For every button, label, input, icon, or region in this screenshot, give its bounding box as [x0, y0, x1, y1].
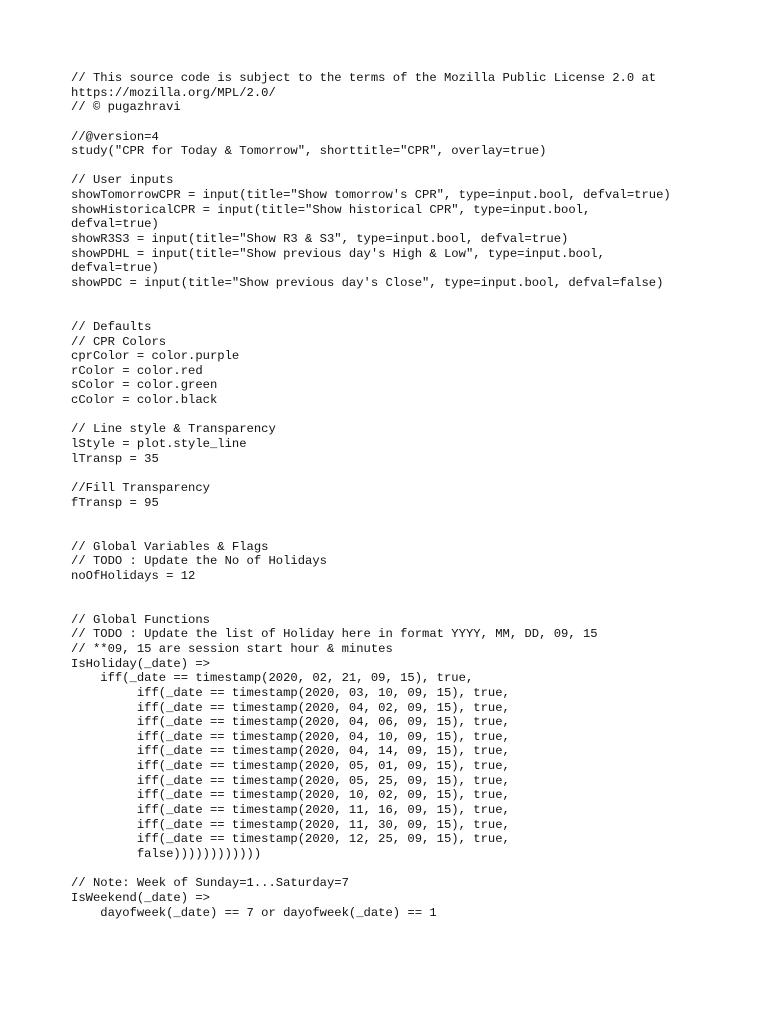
code-line: // This source code is subject to the terms of the Mozilla Public License 2.0 at [71, 71, 657, 85]
code-line: // Global Variables & Flags [71, 539, 269, 554]
code-line: // © pugazhravi [71, 100, 181, 115]
code-line [71, 305, 751, 320]
code-line [71, 466, 751, 481]
code-line [71, 115, 751, 130]
code-line: // TODO : Update the list of Holiday here in format YYYY, MM, DD, 09, 15 [71, 627, 598, 642]
code-line [71, 291, 751, 306]
code-line: iff(_date == timestamp(2020, 11, 16, 09, 15), true, [71, 803, 510, 818]
code-line: IsHoliday(_date) => [71, 656, 210, 671]
code-line: lTransp = 35 [71, 451, 159, 466]
code-line: // Global Functions [71, 612, 210, 627]
code-line: https://mozilla.org/MPL/2.0/ [71, 85, 276, 100]
code-line: // TODO : Update the No of Holidays [71, 554, 327, 569]
code-line: showHistoricalCPR = input(title="Show historical CPR", type=input.bool, [71, 202, 591, 217]
code-line: //Fill Transparency [71, 480, 210, 495]
code-line: // User inputs [71, 173, 174, 188]
code-line: iff(_date == timestamp(2020, 12, 25, 09, 15), true, [71, 832, 510, 847]
code-line: showPDHL = input(title="Show previous day's High & Low", type=input.bool, [71, 246, 605, 261]
code-line [71, 408, 751, 423]
code-line [71, 510, 751, 525]
code-line: //@version=4 [71, 129, 159, 144]
code-line: iff(_date == timestamp(2020, 03, 10, 09, 15), true, [71, 685, 510, 700]
code-line: iff(_date == timestamp(2020, 04, 10, 09, 15), true, [71, 729, 510, 744]
code-line: // Note: Week of Sunday=1...Saturday=7 [71, 876, 349, 891]
code-line: lStyle = plot.style_line [71, 437, 247, 452]
code-line [71, 598, 751, 613]
code-line: dayofweek(_date) == 7 or dayofweek(_date) == 1 [71, 905, 437, 920]
code-line [71, 583, 751, 598]
code-line: iff(_date == timestamp(2020, 04, 06, 09, 15), true, [71, 715, 510, 730]
code-line: cColor = color.black [71, 393, 218, 408]
code-line: sColor = color.green [71, 378, 218, 393]
code-line: false)))))))))))) [71, 846, 262, 861]
code-line: // Line style & Transparency [71, 422, 276, 437]
code-line: defval=true) [71, 261, 159, 276]
code-line: IsWeekend(_date) => [71, 890, 210, 905]
code-line: defval=true) [71, 217, 159, 232]
code-line [71, 525, 751, 540]
code-line: iff(_date == timestamp(2020, 05, 25, 09, 15), true, [71, 773, 510, 788]
code-line: iff(_date == timestamp(2020, 05, 01, 09, 15), true, [71, 759, 510, 774]
code-line [71, 159, 751, 174]
code-line: // Defaults [71, 319, 152, 334]
code-line: iff(_date == timestamp(2020, 02, 21, 09, 15), true, [71, 671, 474, 686]
code-line: showPDC = input(title="Show previous day's Close", type=input.bool, defval=false) [71, 275, 664, 290]
code-line: cprColor = color.purple [71, 349, 240, 364]
code-line: iff(_date == timestamp(2020, 10, 02, 09, 15), true, [71, 788, 510, 803]
code-line: fTransp = 95 [71, 495, 159, 510]
code-line [71, 862, 751, 877]
code-line: showTomorrowCPR = input(title="Show tomorrow's CPR", type=input.bool, defval=true) [71, 188, 671, 203]
code-line: noOfHolidays = 12 [71, 568, 196, 583]
code-line: rColor = color.red [71, 363, 203, 378]
code-line: showR3S3 = input(title="Show R3 & S3", type=input.bool, defval=true) [71, 232, 569, 247]
code-line: iff(_date == timestamp(2020, 04, 02, 09, 15), true, [71, 700, 510, 715]
code-line: iff(_date == timestamp(2020, 11, 30, 09, 15), true, [71, 817, 510, 832]
code-line: // **09, 15 are session start hour & minutes [71, 641, 393, 656]
code-line: study("CPR for Today & Tomorrow", shorttitle="CPR", overlay=true) [71, 144, 547, 159]
code-line: iff(_date == timestamp(2020, 04, 14, 09, 15), true, [71, 744, 510, 759]
code-document [71, 71, 751, 920]
code-line: // CPR Colors [71, 334, 167, 349]
